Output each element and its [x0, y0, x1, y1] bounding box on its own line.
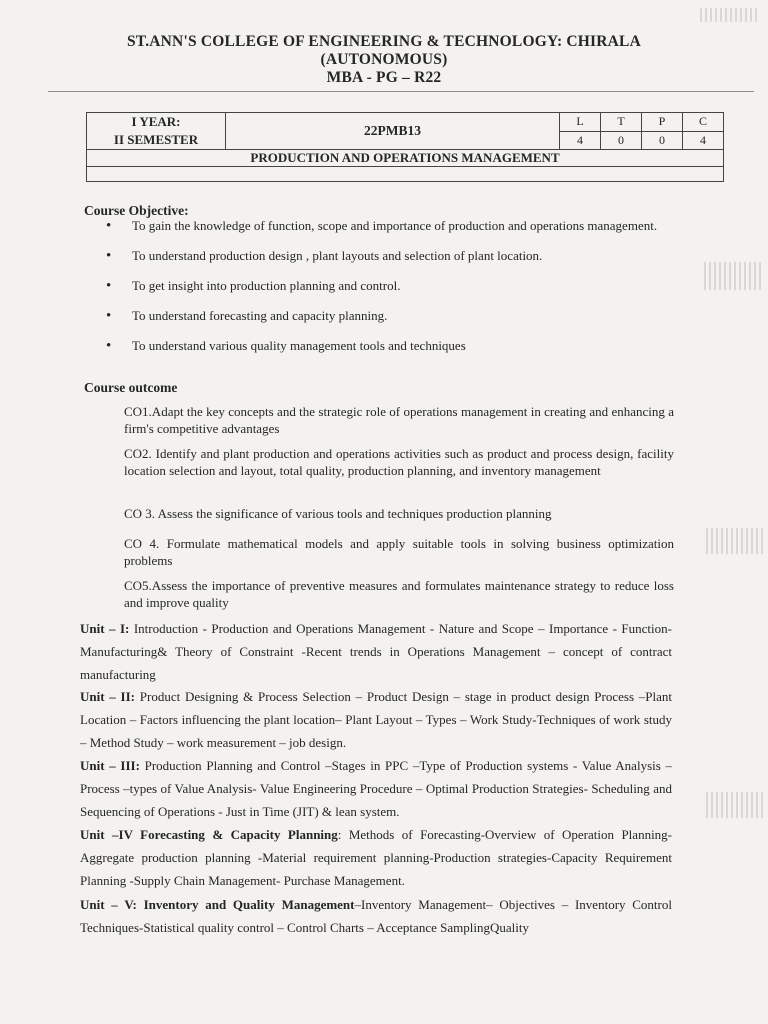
- unit-4-label: Unit –IV Forecasting & Capacity Planning: [80, 827, 338, 842]
- year-label: I YEAR:: [131, 114, 181, 129]
- ltpc-header-p: P: [642, 113, 683, 132]
- outcome-co3: CO 3. Assess the significance of various tools and techniques production planning: [124, 506, 552, 521]
- semester-label: II SEMESTER: [113, 132, 199, 147]
- outcome-co1: CO1.Adapt the key concepts and the strategic role of operations management in creating and enhancing a firm's competitive advantages: [124, 404, 674, 436]
- outcome-co2: CO2. Identify and plant production and operations activities such as product and process design, facility location selection and layout, total quality, production planning, and inventory management: [124, 446, 674, 478]
- outcomes-heading: Course outcome: [84, 380, 178, 395]
- scan-artifact: [700, 8, 760, 22]
- year-semester-cell: [87, 113, 226, 150]
- unit-3-text: Production Planning and Control –Stages in PPC –Type of Production systems - Value Analysis – Process –types of Value Analysis- Value Engineering Procedure – Optimal Production Strategies- Scheduling and Sequencing of Operations - Just in Time (JIT) & lean system.: [80, 758, 672, 819]
- scan-artifact: [706, 792, 766, 818]
- objectives-heading: Course Objective:: [84, 203, 189, 218]
- unit-1-label: Unit – I:: [80, 621, 130, 636]
- unit-1-text: Introduction - Production and Operations Management - Nature and Scope – Importance - Function-Manufacturing& Theory of Constraint -Recent trends in Operations Management – concept of contract manufacturing: [80, 621, 672, 682]
- unit-1: [80, 617, 672, 686]
- unit-5-label: Unit – V: Inventory and Quality Management: [80, 897, 355, 912]
- objectives-list: [104, 218, 684, 368]
- scan-artifact: [706, 528, 766, 554]
- ltpc-header-c: C: [683, 113, 724, 132]
- list-item: • To gain the knowledge of function, scope and importance of production and operations management.: [104, 218, 684, 234]
- list-item: • To understand various quality management tools and techniques: [104, 338, 684, 354]
- list-item: • To get insight into production planning and control.: [104, 278, 684, 294]
- unit-3-label: Unit – III:: [80, 758, 140, 773]
- ltpc-value-l: 4: [560, 131, 601, 150]
- list-item: • To understand forecasting and capacity planning.: [104, 308, 684, 324]
- college-name: ST.ANN'S COLLEGE OF ENGINEERING & TECHNOLOGY: CHIRALA: [126, 33, 641, 50]
- outcome-co4: CO 4. Formulate mathematical models and apply suitable tools in solving business optimization problems: [124, 536, 674, 568]
- unit-4: [80, 823, 672, 892]
- unit-4-text: : Methods of Forecasting-Overview of Operation Planning- Aggregate production planning -Material requirement planning-Production strategies-Capacity Requirement Planning -Supply Chain Management- Purchase Management.: [80, 827, 673, 888]
- ltpc-value-t: 0: [601, 131, 642, 150]
- course-title: PRODUCTION AND OPERATIONS MANAGEMENT: [87, 150, 724, 167]
- ltpc-value-c: 4: [683, 131, 724, 150]
- unit-5: [80, 893, 672, 939]
- unit-2-label: Unit – II:: [80, 689, 136, 704]
- program-label: MBA - PG – R22: [326, 69, 442, 86]
- autonomous-label: (AUTONOMOUS): [320, 51, 448, 68]
- ltpc-header-l: L: [560, 113, 601, 132]
- list-item: • To understand production design , plant layouts and selection of plant location.: [104, 248, 684, 264]
- scan-artifact: [704, 262, 764, 290]
- unit-5-text: –Inventory Management– Objectives – Inventory Control Techniques-Statistical quality control – Control Charts – Acceptance SamplingQuality: [80, 897, 672, 935]
- ltpc-header-t: T: [601, 113, 642, 132]
- unit-3: [80, 754, 672, 823]
- unit-2: [80, 685, 672, 754]
- ltpc-value-p: 0: [642, 131, 683, 150]
- course-code: 22PMB13: [226, 113, 560, 150]
- header-divider: [48, 91, 754, 92]
- blank-row: [87, 167, 724, 182]
- course-info-table: [86, 112, 724, 182]
- unit-2-text: Product Designing & Process Selection – Product Design – stage in product design Process –Plant Location – Factors influencing the plant location– Plant Layout – Types – Work Study-Techniques of work study – Method Study – work measurement – job design.: [80, 689, 672, 750]
- outcome-co5: CO5.Assess the importance of preventive measures and formulates maintenance strategy to reduce loss and improve quality: [124, 578, 674, 610]
